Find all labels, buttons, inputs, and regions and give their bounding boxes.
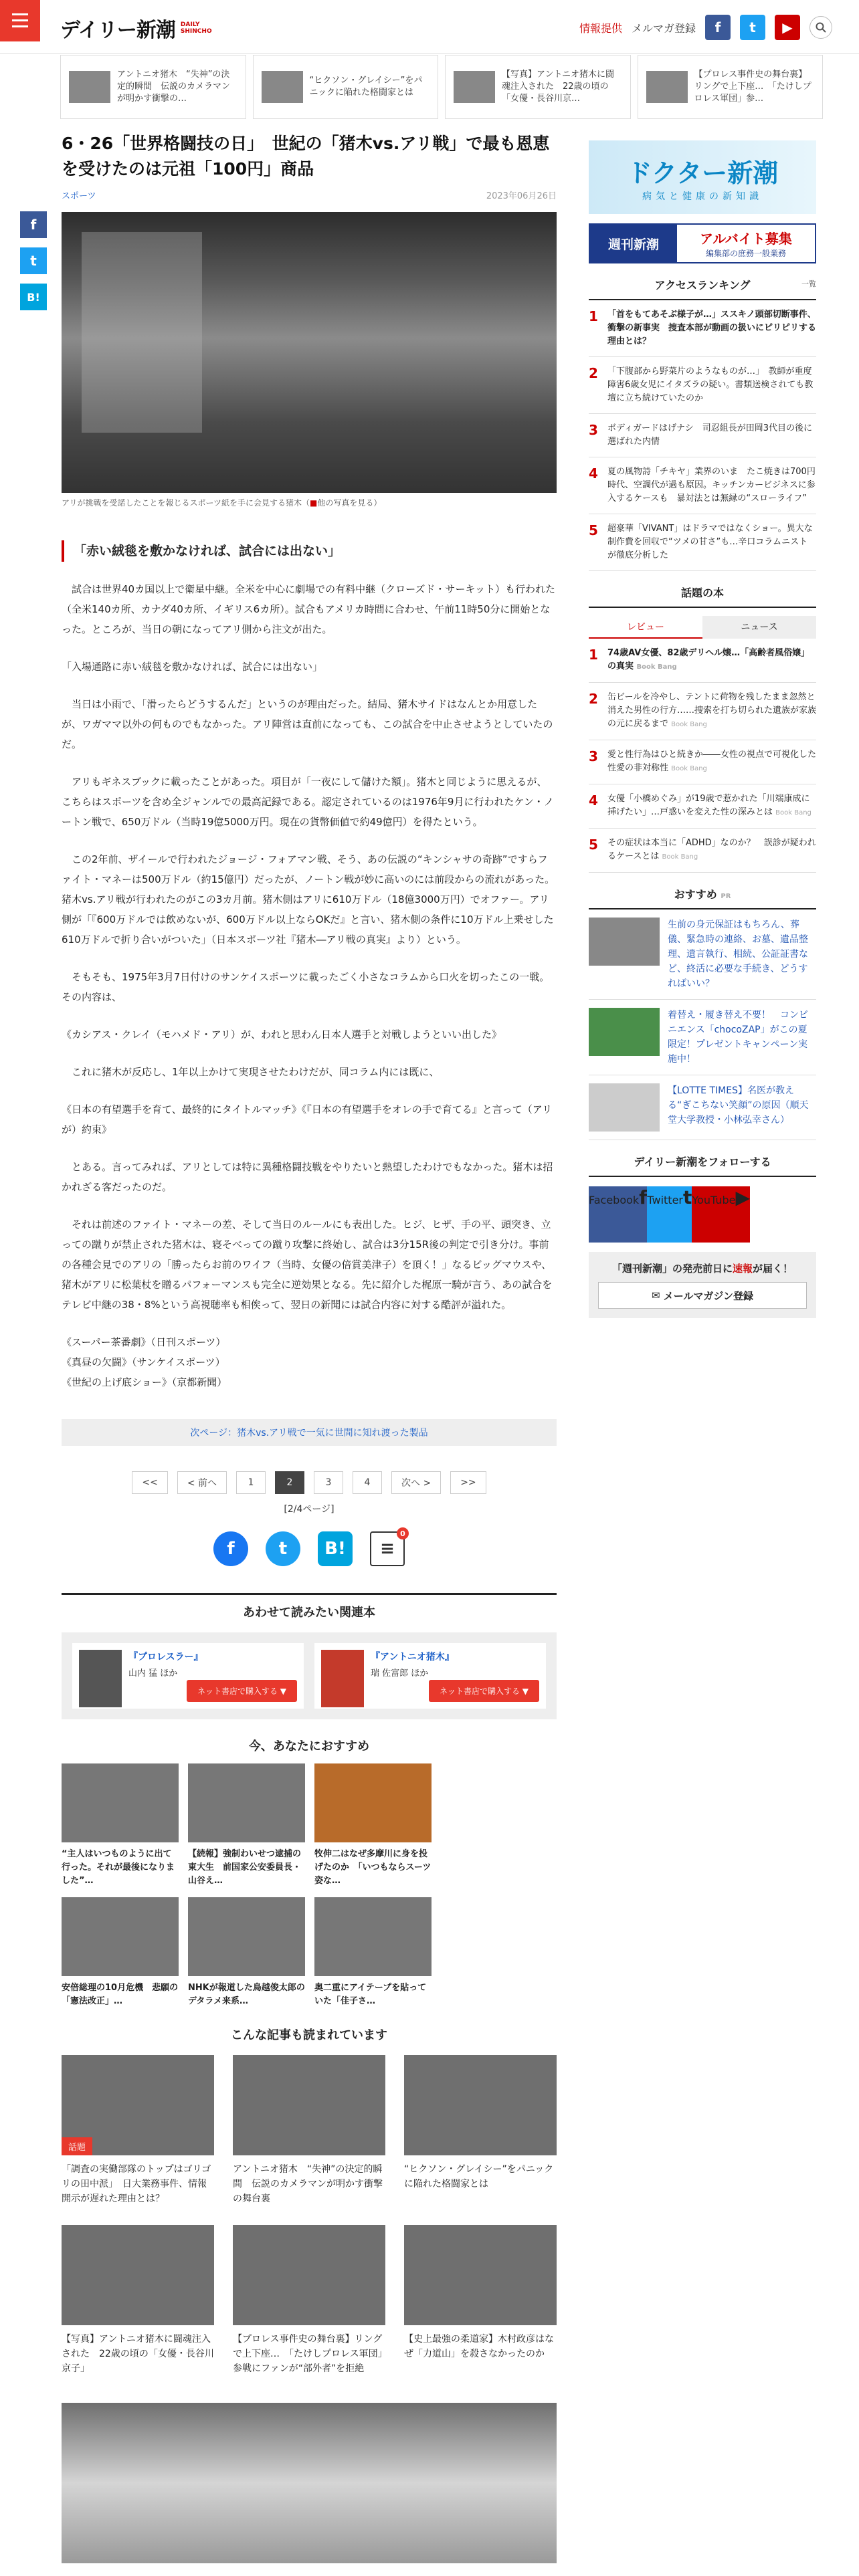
- rank-number: 1: [589, 647, 598, 663]
- pr-item[interactable]: [589, 909, 816, 1000]
- category-link[interactable]: スポーツ: [62, 191, 96, 201]
- recommend-heading: 今、あなたにおすすめ: [248, 1739, 370, 1753]
- pr-image: [589, 918, 660, 966]
- also-read-image: [404, 2055, 557, 2155]
- also-read-image: [233, 2225, 385, 2325]
- book-rank-item[interactable]: [589, 683, 816, 740]
- mail-icon: ✉: [651, 1289, 664, 1301]
- sidebar: [589, 140, 816, 1318]
- thumbnail: [262, 71, 303, 103]
- also-read-image: [62, 2225, 214, 2325]
- banner-title: ドクター新潮: [626, 158, 779, 188]
- also-read-title: 「調査の実働部隊のトップはゴリゴリの田中派」 日大業務事件、情報開示が遅れた理由とは？: [62, 2164, 211, 2204]
- follow-label: Facebook: [589, 1194, 640, 1206]
- newsletter-signup-label: メールマガジン登録: [663, 1289, 754, 1302]
- paragraph: この2年前、ザイールで行われたジョージ・フォアマン戦、そう、あの伝説の“キンシャサの奇跡”ですらファイト・マネーは500万ドル（約15億円）だったが、ノートン戦が妙に高いのには前段からの流れがあった。猪木vs.アリ戦が行われたのがこの3カ月前。猪木側はアリに610万ドル（18億3000万円）でオファー。アリ側が「『600万ドルでは飲めないが、600万ドル以上ならOKだ』と言い、猪木側の条件に10万ドル上乗せした610万ドルで折り合いがついた」（日本スポーツ社『猪木―アリ戦の真実』より）という。: [62, 853, 555, 946]
- pr-badge: PR: [721, 893, 731, 900]
- floating-share-bar: [20, 211, 47, 310]
- newsletter-text: [598, 1261, 807, 1275]
- paragraph: これに猪木が反応し、1年以上かけて実現させたわけだが、同コラム内には既に、: [62, 1066, 440, 1078]
- twitter-icon[interactable]: t: [740, 15, 765, 40]
- paragraph: 試合は世界40カ国以上で衛星中継。全米を中心に劇場での有料中継（クローズド・サーキット）も行われた（全米140カ所、カナダ40カ所、イギリス6カ所）。試合もアメリカ時間に合わせ、午前11時50分に開始となった。ところが、当日の朝になってアリ側から注文が出た。: [62, 583, 556, 635]
- rank-number: 1: [589, 308, 598, 324]
- article-subheading: 「赤い絨毯を敷かなければ、試合には出ない」: [62, 540, 557, 562]
- also-read-title: 【写真】アントニオ猪木に闘魂注入された 22歳の頃の「女優・長谷川京子」: [62, 2334, 214, 2374]
- pr-item[interactable]: [589, 1000, 816, 1075]
- camera-icon: ■: [310, 498, 318, 508]
- banner-brand: 週刊新潮: [590, 225, 677, 262]
- recommend-title: 牧伸二はなぜ多摩川に身を投げたのか 「いつもならスーツ姿な…: [314, 1849, 432, 1886]
- osusume-heading: [589, 886, 816, 909]
- book-rank-item[interactable]: [589, 829, 816, 873]
- facebook-share-icon[interactable]: f: [213, 1531, 248, 1566]
- pagination: [62, 1471, 557, 1494]
- source-label: Book Bang: [671, 721, 707, 728]
- facebook-share-icon[interactable]: f: [20, 211, 47, 238]
- banner-title: アルバイト募集: [700, 231, 792, 247]
- also-read-item[interactable]: [62, 2055, 214, 2206]
- job-banner[interactable]: [589, 223, 816, 263]
- book-rank-item[interactable]: [589, 639, 816, 683]
- book-rank-item[interactable]: [589, 784, 816, 829]
- paragraph: 「入場通路に赤い絨毯を敷かなければ、試合には出ない」: [62, 661, 323, 673]
- also-read-image: [62, 2055, 214, 2155]
- newsletter-text-a: 「週刊新潮」: [611, 1263, 672, 1275]
- also-read-item[interactable]: [233, 2055, 385, 2206]
- top-headlines: [60, 55, 823, 119]
- rank-title: 74歳AV女優、82歳デリヘル嬢…「高齢者風俗嬢」の真実: [607, 648, 810, 671]
- recommend-image: [62, 1763, 179, 1842]
- recommend-item[interactable]: [188, 1897, 305, 2008]
- page-1-button[interactable]: 1: [236, 1471, 266, 1494]
- also-read-image: [404, 2225, 557, 2325]
- page-4-button[interactable]: 4: [353, 1471, 382, 1494]
- book-card[interactable]: [72, 1643, 304, 1709]
- publish-date: 2023年06月26日: [486, 191, 557, 201]
- rank-title: その症状は本当に「ADHD」なのか？ 誤診が疑われるケースとは: [607, 838, 816, 861]
- last-page-button[interactable]: >>: [450, 1471, 486, 1494]
- buy-book-button[interactable]: ネット書店で購入する ▼: [187, 1680, 297, 1702]
- also-read-item[interactable]: [62, 2225, 214, 2376]
- prev-page-button[interactable]: < 前へ: [177, 1471, 227, 1494]
- rank-title: 「下腹部から野菜片のようなものが…」 教師が重度障害6歳女児にイタズラの疑い。書類送検されても教壇に立ち続けていたのか: [607, 366, 814, 403]
- rank-title: 夏の風物詩「チキヤ」業界のいま たこ焼きは700円時代、空調代が過も原因。キッチンカービジネスに参入するケースも 暴対法とは無縁の“スローライフ”: [607, 467, 816, 504]
- also-read-title: 【プロレス事件史の舞台裏】リングで上下座… 「たけしプロレス軍団」参戦にファンが“部外者”を拒絶: [233, 2334, 383, 2374]
- also-read-title: アントニオ猪木 “失神”の決定的瞬間 伝説のカメラマンが明かす衝撃の舞台裏: [233, 2164, 383, 2204]
- article-meta: [62, 189, 557, 201]
- rank-title: ボディガードはげナシ 司忍組長が田岡3代目の後に選ばれた内情: [607, 423, 812, 447]
- book-author: 瑞 佐富郎 ほか: [371, 1669, 429, 1679]
- photo-caption: [62, 497, 557, 508]
- top-card[interactable]: [638, 55, 824, 119]
- ranking-item[interactable]: [589, 414, 816, 457]
- youtube-icon[interactable]: ▶: [775, 15, 800, 40]
- recommend-item[interactable]: [314, 1897, 432, 2008]
- first-page-button[interactable]: <<: [132, 1471, 167, 1494]
- rank-number: 2: [589, 691, 598, 707]
- ad-image[interactable]: [62, 2403, 557, 2563]
- recommend-title: NHKが報道した鳥越俊太郎のデタラメ来系…: [188, 1983, 305, 2006]
- hatena-share-icon[interactable]: B!: [20, 284, 47, 310]
- source-label: Book Bang: [775, 809, 812, 817]
- logo-text: デイリー新潮: [60, 19, 175, 42]
- also-read-grid: [62, 2055, 557, 2376]
- osusume-title: おすすめ: [674, 888, 717, 901]
- also-read-item[interactable]: [404, 2055, 557, 2206]
- related-books-heading: あわせて読みたい関連本: [62, 1593, 557, 1620]
- rank-number: 5: [589, 522, 598, 538]
- pr-title: 【LOTTE TIMES】名医が教える“ぎこちない笑顔”の原因（順天堂大学教授・小林弘幸さん）: [668, 1085, 809, 1125]
- share-buttons: [62, 1531, 557, 1566]
- book-title: 『アントニオ猪木』: [371, 1652, 454, 1662]
- more-photos-link[interactable]: 他の写真を見る）: [317, 498, 382, 508]
- ranking-more-link[interactable]: 一覧: [801, 280, 816, 288]
- pr-image: [589, 1008, 660, 1056]
- header-nav: [579, 15, 832, 40]
- site-header: [0, 0, 859, 53]
- info-link[interactable]: 情報提供: [579, 21, 622, 35]
- ranking-item[interactable]: [589, 514, 816, 571]
- banner-subtitle: 病気と健康の新知識: [642, 191, 763, 202]
- article-photo[interactable]: [62, 212, 557, 493]
- follow-heading: デイリー新潮をフォローする: [589, 1154, 816, 1177]
- book-tabs: [589, 616, 816, 639]
- ranking-item[interactable]: [589, 300, 816, 357]
- buy-book-button[interactable]: ネット書店で購入する ▼: [429, 1680, 539, 1702]
- follow-label: Twitter: [647, 1194, 683, 1206]
- also-read-image: [233, 2055, 385, 2155]
- logo-subtext: DAILY SHINCHO: [180, 21, 212, 35]
- next-page-button[interactable]: 次へ >: [391, 1471, 441, 1494]
- ranking-heading: [589, 277, 816, 300]
- also-read-heading: こんな記事も読まれています: [231, 2028, 387, 2042]
- recommend-image: [314, 1897, 432, 1976]
- newsletter-link[interactable]: メルマガ登録: [631, 21, 696, 35]
- recommend-item[interactable]: [62, 1897, 179, 2008]
- paragraph: 《スーパー茶番劇》（日刊スポーツ） 《真昼の欠闘》（サンケイスポーツ） 《世紀の上げ底ショー》（京都新聞）: [62, 1336, 227, 1388]
- top-card[interactable]: [253, 55, 439, 119]
- paragraph: アリもギネスブックに載ったことがあった。項目が「一夜にして儲けた額」。猪木と同じように思えるが、こちらはスポーツを含め全ジャンルでの最高記録である。認定されているのは1976年9月に行われたケン・ノートン戦で、650万ドル（当時19億5000万円。現在の貨幣価値で約49億円）を得たという。: [62, 776, 554, 828]
- recommend-image: [62, 1897, 179, 1976]
- pr-title: 生前の身元保証はもちろん、葬儀、緊急時の連絡、お墓、遺品整理、遺言執行、相続、公証証書など、終活に必要な手続き、どうすればいい？: [668, 920, 808, 989]
- next-page-link[interactable]: 次ページ：猪木vs.アリ戦で一気に世間に知れ渡った製品: [62, 1419, 557, 1446]
- comment-count-badge: 0: [397, 1527, 409, 1539]
- source-label: Book Bang: [636, 663, 677, 671]
- rank-title: 超豪華「VIVANT」はドラマではなくショー。異大な制作費を回収で“ツメの甘さ”も…辛口コラムニストが徹底分析した: [607, 524, 813, 560]
- top-card-title: 【プロレス事件史の舞台裏】リングで上下座… 「たけしプロレス軍団」参…: [694, 70, 812, 104]
- twitter-follow-button[interactable]: [647, 1186, 692, 1243]
- rank-number: 4: [589, 465, 598, 481]
- recommend-title: “主人はいつものように出て行った。それが最後になりました”…: [62, 1849, 175, 1886]
- tab-review[interactable]: レビュー: [589, 616, 702, 639]
- also-read-item[interactable]: [404, 2225, 557, 2376]
- twitter-icon: t: [683, 1186, 692, 1208]
- book-cover: [321, 1650, 364, 1707]
- rank-title: 「首をもてあそぶ様子が…」ススキノ頭部切断事件、衝撃の新事実 捜査本部が動画の扱いにピリピリする理由とは？: [607, 310, 817, 346]
- rank-number: 3: [589, 748, 598, 764]
- twitter-share-icon[interactable]: t: [20, 247, 47, 274]
- hatena-share-icon[interactable]: B!: [318, 1531, 353, 1566]
- page-3-button[interactable]: 3: [314, 1471, 343, 1494]
- recommend-title: 奥二重にアイテープを貼っていた「佳子さ…: [314, 1983, 427, 2006]
- article-body: [62, 579, 557, 1392]
- recommend-image: [188, 1763, 305, 1842]
- rank-title: 愛と性行為はひと続きか――女性の視点で可視化した性愛の非対称性: [607, 750, 817, 773]
- follow-label: YouTube: [692, 1194, 736, 1206]
- source-label: Book Bang: [671, 765, 707, 772]
- rank-number: 5: [589, 837, 598, 853]
- book-title: 『プロレスラー』: [128, 1652, 203, 1662]
- article-title: 6・26「世界格闘技の日」 世紀の「猪木vs.アリ戦」で最も恩恵を受けたのは元祖「100円」商品: [62, 134, 550, 179]
- recommend-image: [314, 1763, 432, 1842]
- recommend-item[interactable]: [188, 1763, 305, 1888]
- top-card[interactable]: [60, 55, 246, 119]
- facebook-icon[interactable]: f: [705, 15, 731, 40]
- newsletter-text-d: が届く！: [753, 1263, 793, 1275]
- newsletter-signup-button[interactable]: [598, 1282, 807, 1309]
- paragraph: そもそも、1975年3月7日付けのサンケイスポーツに載ったごく小さなコラムから口火を切ったこの一戦。その内容は、: [62, 971, 550, 1003]
- top-card-title: アントニオ猪木 “失神”の決定的瞬間 伝説のカメラマンが明かす衝撃の…: [117, 70, 231, 104]
- recommend-item[interactable]: [62, 1763, 179, 1888]
- site-logo[interactable]: [60, 15, 212, 41]
- recommend-title: 【続報】強制わいせつ逮捕の東大生 前国家公安委員長・山谷え…: [188, 1849, 302, 1886]
- also-read-item[interactable]: [233, 2225, 385, 2376]
- page-info: [2/4ページ]: [284, 1504, 335, 1515]
- top-card-title: 【写真】アントニオ猪木に闘魂注入された 22歳の頃の「女優・長谷川京…: [502, 70, 614, 104]
- newsletter-box: [589, 1252, 816, 1318]
- paragraph: 《日本の有望選手を育て、最終的にタイトルマッチ》《『日本の有望選手をオレの手で育てる』と言って（アリが）約束》: [62, 1103, 553, 1136]
- books-heading: 話題の本: [589, 584, 816, 608]
- rank-title: 女優「小橋めぐみ」が19歳で惹かれた「川端康成に挿げたい」…戸惑いを変えた性の深みとは: [607, 794, 810, 817]
- pr-item[interactable]: [589, 1075, 816, 1140]
- also-read-title: 【史上最強の柔道家】木村政彦はなぜ「力道山」を殺さなかったのか: [404, 2334, 554, 2359]
- book-cover: [79, 1650, 122, 1707]
- book-rank-item[interactable]: [589, 740, 816, 784]
- facebook-icon: f: [639, 1186, 648, 1208]
- rank-title: 缶ビールを冷やし、テントに荷物を残したまま忽然と消えた男性の行方……捜索を打ち切られた遺族が家族の元に戻るまで: [607, 692, 817, 729]
- topic-badge: 話題: [62, 2137, 92, 2155]
- thumbnail: [646, 71, 688, 103]
- ranking-item[interactable]: [589, 457, 816, 514]
- youtube-icon: ▶: [735, 1186, 750, 1208]
- menu-button[interactable]: [0, 0, 40, 41]
- related-books: [62, 1632, 557, 1719]
- thumbnail: [69, 71, 110, 103]
- recommend-item[interactable]: [314, 1763, 432, 1888]
- top-card[interactable]: [445, 55, 631, 119]
- newsletter-text-c: 速報: [733, 1263, 753, 1275]
- rank-number: 2: [589, 365, 598, 381]
- ranking-item[interactable]: [589, 357, 816, 414]
- recommend-grid: [62, 1763, 557, 2008]
- pr-title: 着替え・履き替え不要！ コンビニエンス「chocoZAP」がこの夏限定！プレゼントキャンペーン実施中！: [668, 1010, 808, 1065]
- top-card-title: “ヒクソン・グレイシー”をパニックに陥れた格闘家とは: [309, 76, 423, 98]
- source-label: Book Bang: [662, 853, 698, 861]
- paragraph: とある。言ってみれば、アリとしては特に異種格闘技戦をやりたいと熱望したわけでもなかった。猪木は招かれざる客だったのだ。: [62, 1161, 553, 1193]
- twitter-share-icon[interactable]: t: [266, 1531, 300, 1566]
- youtube-follow-button[interactable]: [692, 1186, 750, 1243]
- paragraph: 当日は小雨で、「滑ったらどうするんだ」というのが理由だった。結局、猪木サイドはなんとか用意したが、ワガママ以外の何ものでもなかった。アリ陣営は直前になっても、この試合を中止させようとしていたのだ。: [62, 698, 553, 750]
- paragraph: それは前述のファイト・マネーの差、そして当日のルールにも表出した。ヒジ、ヒザ、手の平、頭突き、立っての蹴りが禁止された猪木は、寝そべっての蹴り攻撃に終始し、試合は3分15R後の判定で引き分け。事前の各種会見でのアリの「勝ったらお前のワイフ（当時、女優の倍賞美津子）を頂く！」なるビッグマウスや、猪木がアリに松葉杖を贈るパフォーマンスも完全に逆効果となる。先に紹介した梶原一騎が言う、あの試合をテレビ中継の38・8%という高視聴率も相俟って、翌日の新聞には試合内容に対する酷評が溢れた。: [62, 1218, 553, 1311]
- banner-subtitle: 編集部の庶務一般業務: [705, 249, 786, 258]
- recommend-title: 安倍総理の10月危機 悲願の「憲法改正」…: [62, 1983, 179, 2006]
- facebook-follow-button[interactable]: [589, 1186, 647, 1243]
- follow-buttons: [589, 1186, 816, 1243]
- comment-icon[interactable]: ≡ 0: [370, 1531, 405, 1566]
- search-icon[interactable]: [809, 16, 832, 39]
- book-author: 山内 猛 ほか: [128, 1669, 178, 1679]
- rank-number: 3: [589, 422, 598, 438]
- also-read-title: “ヒクソン・グレイシー”をパニックに陥れた格闘家とは: [404, 2164, 554, 2189]
- paragraph: 《カシアス・クレイ（モハメド・アリ）が、われと思わん日本人選手と対戦しようといい出した》: [62, 1029, 502, 1041]
- doctor-shincho-banner[interactable]: [589, 140, 816, 214]
- article-main: [62, 131, 557, 2563]
- pr-image: [589, 1083, 660, 1132]
- ranking-title: アクセスランキング: [654, 279, 751, 292]
- newsletter-text-b: の発売前日に: [672, 1263, 733, 1275]
- page-2-button[interactable]: 2: [275, 1471, 304, 1494]
- rank-number: 4: [589, 792, 598, 809]
- thumbnail: [454, 71, 495, 103]
- recommend-image: [188, 1897, 305, 1976]
- caption-text: アリが挑戦を受諾したことを報じるスポーツ紙を手に会見する猪木（: [62, 498, 310, 508]
- tab-news[interactable]: ニュース: [702, 616, 816, 639]
- book-card[interactable]: [314, 1643, 546, 1709]
